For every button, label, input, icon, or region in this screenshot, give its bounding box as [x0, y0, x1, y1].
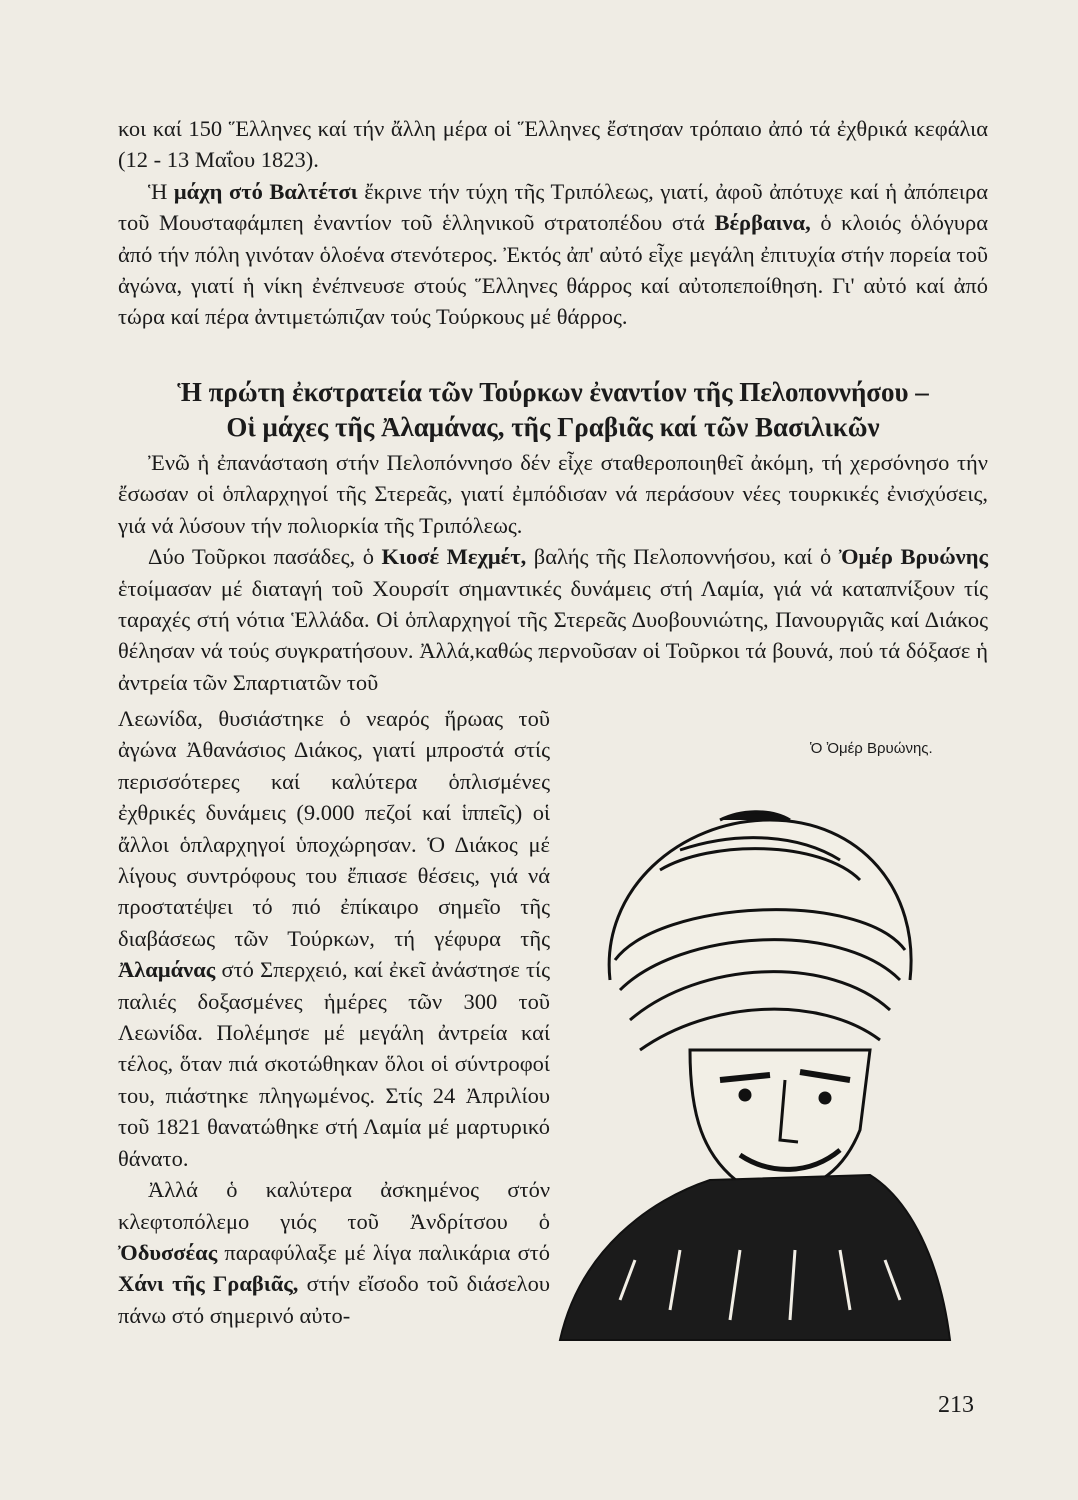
section-paragraph-1: Ἐνῶ ἡ ἐπανάσταση στήν Πελοπόννησο δέν εἶχε σταθεροποιηθεῖ ἀκόμη, τή χερσόνησο τήν ἔσωσαν οἱ ὁπλαρχηγοί τῆς Στερεᾶς, γιατί ἐμπόδισαν νά περάσουν νέες τουρκικές ἐνισχύσεις, γιά νά λύσουν τήν πολιορκία τῆς Τριπόλεως.: [118, 450, 988, 538]
page-number: 213: [938, 1392, 974, 1418]
face-drawing: [690, 1050, 870, 1193]
bold-term: Χάνι τῆς Γραβιᾶς,: [118, 1271, 299, 1297]
fur-collar-drawing: [560, 1175, 950, 1340]
section-paragraph-2: Δύο Τοῦρκοι πασάδες, ὁ Κιοσέ Μεχμέτ, βαλής τῆς Πελοποννήσου, καί ὁ Ὀμέρ Βρυώνης ἑτοίμασαν μέ διαταγή τοῦ Χουρσίτ σημαντικές δυνάμεις στή Λαμία, γιά νά καταπνίξουν τίς ταραχές στή νότια Ἑλλάδα. Οἱ ὁπλαρχηγοί τῆς Στερεᾶς Δυοβουνιώτης, Πανουργιᾶς καί Διάκος θέλησαν νά τούς συγκρατήσουν. Ἀλλά,καθώς περνοῦσαν οἱ Τοῦρκοι τά βουνά, πού τά δόξασε ἡ ἀντρεία τῶν Σπαρτιατῶν τοῦ: [118, 544, 988, 695]
intro-paragraph: Ἡ μάχη στό Βαλτέτσι ἔκρινε τήν τύχη τῆς Τριπόλεως, γιατί, ἀφοῦ ἀπότυχε καί ἡ ἀπόπειρα τοῦ Μουσταφάμπεη ἐναντίον τοῦ ἑλληνικοῦ στρατοπέδου στά Βέρβαινα, ὁ κλοιός ὁλόγυρα ἀπό τήν πόλη γινόταν ὁλοένα στενότερος. Ἐκτός ἀπ' αὐτό εἶχε μεγάλη ἐπιτυχία στήν πορεία τοῦ ἀγώνα, γιατί ἡ νίκη ἐνέπνευσε στούς Ἕλληνες θάρρος καί αὐτοπεποίθηση. Γι' αὐτό καί ἀπό τώρα καί πέρα ἀντιμετώπιζαν τούς Τούρκους μέ θάρρος.: [118, 178, 988, 330]
bold-term: Ὀμέρ Βρυώνης: [838, 544, 988, 570]
portrait-illustration: [540, 780, 960, 1350]
intro-line: κοι καί 150 Ἕλληνες καί τήν ἄλλη μέρα οἱ Ἕλληνες ἔστησαν τρόπαιο ἀπό τά ἐχθρικά κεφάλια (12 - 13 Μαΐου 1823).: [118, 116, 988, 173]
bold-term: Βέρβαινα,: [714, 210, 811, 236]
column-text: [118, 703, 550, 1331]
portrait-caption: Ὁ Ὀμέρ Βρυώνης.: [810, 740, 933, 757]
section-heading: [118, 375, 988, 445]
intro-text: [118, 113, 988, 333]
turban-drawing: [609, 812, 911, 1050]
heading-line-1: Ἡ πρώτη ἐκστρατεία τῶν Τούρκων ἐναντίον τῆς Πελοποννήσου –: [177, 377, 929, 407]
bold-term: μάχη στό Βαλτέτσι: [173, 178, 358, 204]
bold-term: Κιοσέ Μεχμέτ,: [381, 544, 527, 570]
section-text: [118, 447, 988, 698]
heading-line-2: Οἱ μάχες τῆς Ἀλαμάνας, τῆς Γραβιᾶς καί τῶν Βασιλικῶν: [226, 412, 880, 442]
column-paragraph-1: Λεωνίδα, θυσιάστηκε ὁ νεαρός ἥρωας τοῦ ἀγώνα Ἀθανάσιος Διάκος, γιατί μπροστά στίς περισσότερες καί καλύτερα ὁπλισμένες ἐχθρικές δυνάμεις (9.000 πεζοί καί ἱππεῖς) οἱ ἄλλοι ὁπλαρχηγοί ὑποχώρησαν. Ὁ Διάκος μέ λίγους συντρόφους του ἔπιασε θέσεις, γιά νά προστατέψει τό πιό ἐπίκαιρο σημεῖο τῆς διαβάσεως τῶν Τούρκων, τή γέφυρα τῆς Ἀλαμάνας στό Σπερχειό, καί ἐκεῖ ἀνάστησε τίς παλιές δοξασμένες ἡμέρες τῶν 300 τοῦ Λεωνίδα. Πολέμησε μέ μεγάλη ἀντρεία καί τέλος, ὅταν πιά σκοτώθηκαν ὅλοι οἱ σύντροφοί του, πιάστηκε πληγωμένος. Στίς 24 Ἀπριλίου τοῦ 1821 θανατώθηκε στή Λαμία μέ μαρτυρικό θάνατο.: [118, 706, 550, 1171]
bold-term: Ἀλαμάνας: [118, 957, 216, 983]
column-paragraph-2: Ἀλλά ὁ καλύτερα ἀσκημένος στόν κλεφτοπόλεμο γιός τοῦ Ἀνδρίτσου ὁ Ὀδυσσέας παραφύλαξε μέ λίγα παλικάρια στό Χάνι τῆς Γραβιᾶς, στήν εἴσοδο τοῦ διάσελου πάνω στό σημερινό αὐτο-: [118, 1177, 550, 1328]
bold-term: Ὀδυσσέας: [118, 1239, 218, 1265]
